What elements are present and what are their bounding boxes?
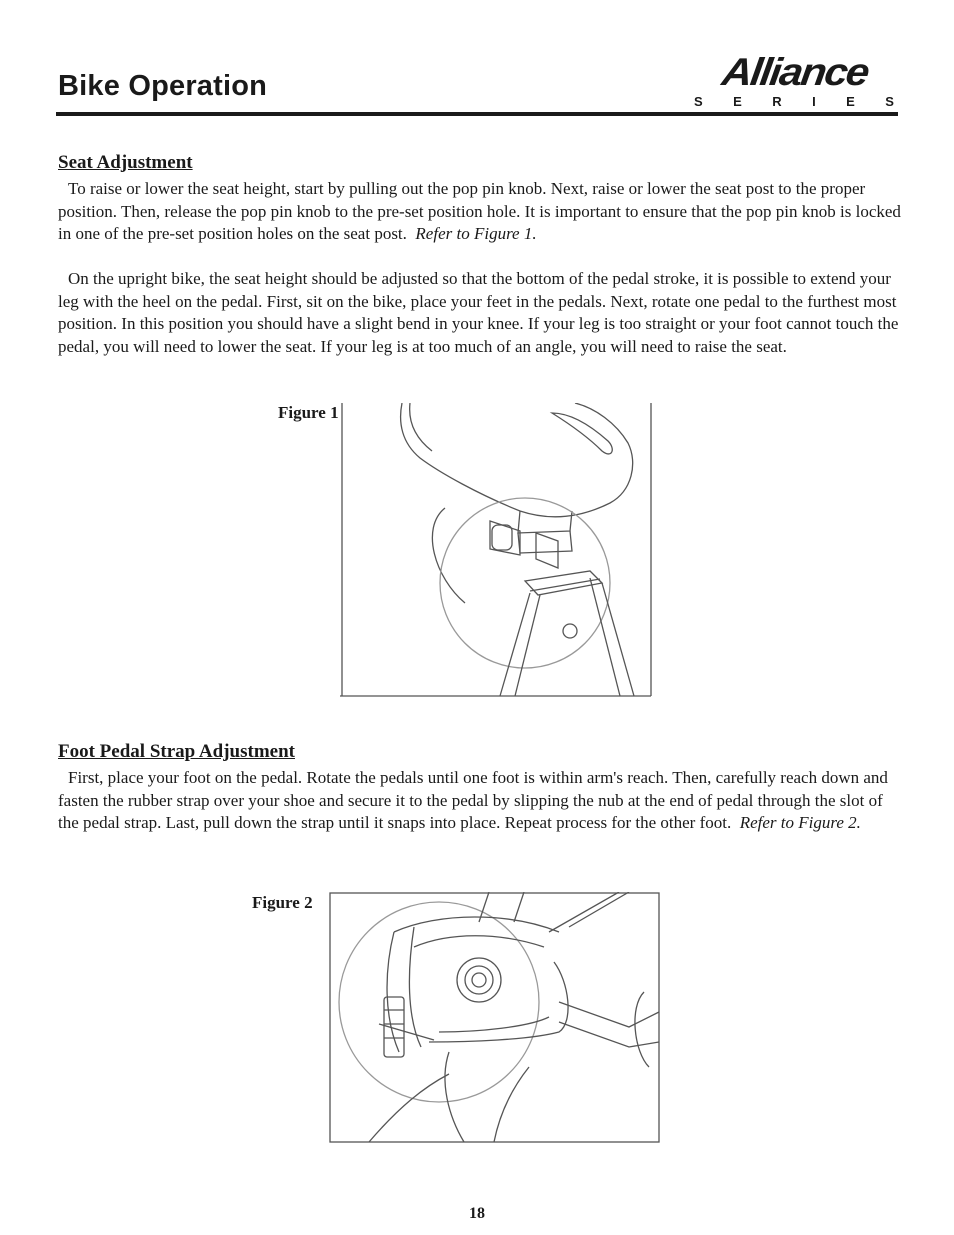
logo-series-letter: R [772,94,782,109]
figure-reference: Refer to Figure 2. [739,813,861,832]
page-title: Bike Operation [58,70,268,102]
figure-reference: Refer to Figure 1. [415,224,537,243]
seat-adjustment-paragraph-1 [58,178,903,246]
paragraph-text: First, place your foot on the pedal. Rotate the pedals until one foot is within arm's reach. Then, carefully reach down and fasten the rubber strap over your shoe and secure it to the pedal by slipping the nub at the end of pedal through the slot of the pedal strap. Last, pull down the strap until it snaps into place. Repeat process for the other foot. [58,768,888,832]
seat-adjustment-paragraph-2: On the upright bike, the seat height should be adjusted so that the bottom of the pedal stroke, it is possible to extend your leg with the heel on the pedal. First, sit on the bike, place your feet in the pedals. Next, rotate one pedal to the furthest most position. In this position you should have a slight bend in your knee. If your leg is too straight or your foot cannot touch the pedal, you will need to lower the seat. If your leg is at too much of an angle, you will need to raise the seat. [58,269,899,356]
paragraph-text: To raise or lower the seat height, start by pulling out the pop pin knob. Next, raise or lower the seat post to the proper position. Then, release the pop pin knob to the pre-set position hole. It is important to ensure that the pop pin knob is locked in one of the pre-set position holes on the seat post. [58,179,901,243]
logo-series-letter: S [694,94,703,109]
alliance-series-logo [690,50,900,112]
page-number: 18 [469,1205,485,1222]
pedal-strap-paragraph [58,767,903,835]
figure-2-pedal-strap-illustration [329,892,661,1144]
figure-1-seat-illustration [340,403,653,698]
logo-series-letter: E [846,94,855,109]
figure-2-label: Figure 2 [252,893,313,912]
header-divider [56,112,898,116]
pedal-strap-heading: Foot Pedal Strap Adjustment [58,741,295,762]
logo-series-letter: I [812,94,816,109]
logo-series-letter: E [733,94,742,109]
logo-wordmark: Alliance [719,49,871,94]
logo-series-letter: S [885,94,894,109]
logo-series-text [694,94,894,109]
seat-adjustment-heading: Seat Adjustment [58,152,193,173]
figure-1-label: Figure 1 [278,403,339,422]
